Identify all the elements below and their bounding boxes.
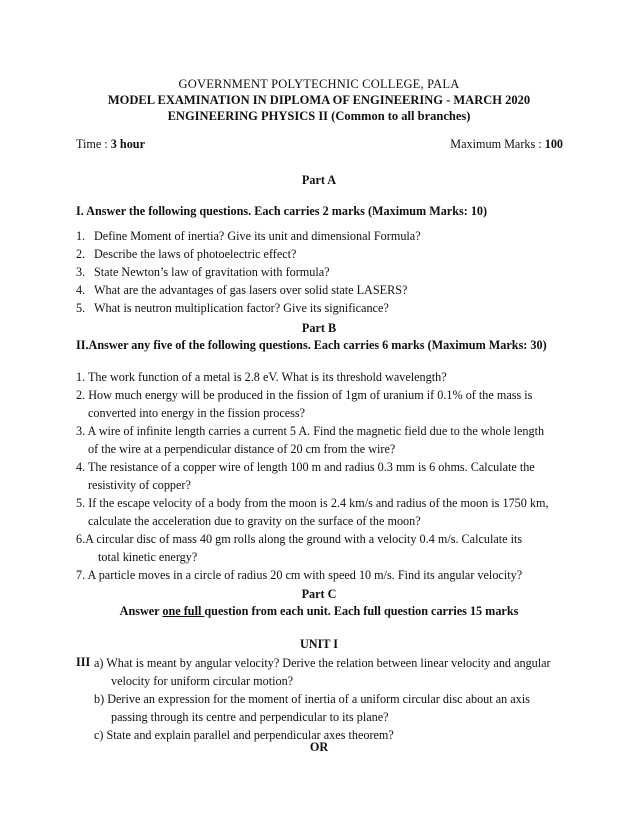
list-item: 5. What is neutron multiplication factor? Give its significance? bbox=[76, 301, 389, 315]
part-c-question-list bbox=[94, 654, 551, 744]
subject-title: ENGINEERING PHYSICS II (Common to all branches) bbox=[167, 109, 471, 123]
list-item: 3. State Newton’s law of gravitation with formula? bbox=[76, 265, 330, 279]
list-item: a) What is meant by angular velocity? Derive the relation between linear velocity and angular bbox=[94, 656, 551, 670]
list-item: 7. A particle moves in a circle of radius 20 cm with speed 10 m/s. Find its angular velocity? bbox=[76, 568, 523, 582]
list-item: 2. How much energy will be produced in the fission of 1gm of uranium if 0.1% of the mass is bbox=[76, 388, 533, 402]
part-b-title: Part B bbox=[301, 321, 337, 335]
part-c-title: Part C bbox=[301, 587, 337, 601]
list-item-continuation: total kinetic energy? bbox=[98, 550, 198, 564]
list-item: 6.A circular disc of mass 40 gm rolls along the ground with a velocity 0.4 m/s. Calculate its bbox=[76, 532, 523, 546]
list-item: 3. A wire of infinite length carries a current 5 A. Find the magnetic field due to the whole length bbox=[76, 424, 545, 438]
list-item: b) Derive an expression for the moment of inertia of a uniform circular disc about an axis bbox=[94, 692, 530, 706]
list-item-continuation: resistivity of copper? bbox=[88, 478, 191, 492]
marks-row bbox=[450, 137, 563, 152]
college-name: GOVERNMENT POLYTECHNIC COLLEGE, PALA bbox=[178, 77, 460, 91]
list-item-continuation: converted into energy in the fission process? bbox=[88, 406, 306, 420]
list-item: 4. What are the advantages of gas lasers over solid state LASERS? bbox=[76, 283, 408, 297]
time-value: 3 hour bbox=[110, 137, 145, 151]
part-a-instruction: I. Answer the following questions. Each carries 2 marks (Maximum Marks: 10) bbox=[76, 204, 488, 218]
part-c-instruction: Answer one full question from each unit. Each full question carries 15 marks bbox=[119, 604, 519, 618]
list-item: 2. Describe the laws of photoelectric effect? bbox=[76, 247, 297, 261]
exam-title: MODEL EXAMINATION IN DIPLOMA OF ENGINEERING - MARCH 2020 bbox=[107, 93, 531, 107]
or-separator: OR bbox=[309, 740, 329, 754]
time-row bbox=[76, 137, 145, 152]
marks-value: 100 bbox=[544, 137, 563, 151]
list-item-continuation: of the wire at a perpendicular distance of 20 cm from the wire? bbox=[88, 442, 396, 456]
unit-title: UNIT I bbox=[299, 637, 339, 651]
list-item: 5. If the escape velocity of a body from the moon is 2.4 km/s and radius of the moon is 1750 km, bbox=[76, 496, 549, 510]
time-label: Time : bbox=[76, 137, 108, 151]
list-item-continuation: passing through its centre and perpendicular to its plane? bbox=[111, 710, 389, 724]
part-b-instruction: II.Answer any five of the following questions. Each carries 6 marks (Maximum Marks: 30) bbox=[76, 338, 547, 352]
list-item-continuation: calculate the acceleration due to gravity on the surface of the moon? bbox=[88, 514, 421, 528]
question-number-iii: III bbox=[76, 655, 91, 669]
part-a-question-list bbox=[76, 227, 421, 317]
list-item: 1. The work function of a metal is 2.8 eV. What is its threshold wavelength? bbox=[76, 370, 447, 384]
marks-label: Maximum Marks : bbox=[450, 137, 542, 151]
list-item: c) State and explain parallel and perpendicular axes theorem? bbox=[94, 728, 394, 742]
list-item: 1. Define Moment of inertia? Give its unit and dimensional Formula? bbox=[76, 229, 421, 243]
part-a-title: Part A bbox=[301, 173, 337, 187]
list-item-continuation: velocity for uniform circular motion? bbox=[111, 674, 294, 688]
part-b-question-list bbox=[76, 368, 549, 584]
underlined-phrase: one full bbox=[162, 604, 205, 618]
list-item: 4. The resistance of a copper wire of length 100 m and radius 0.3 mm is 6 ohms. Calculate the bbox=[76, 460, 535, 474]
